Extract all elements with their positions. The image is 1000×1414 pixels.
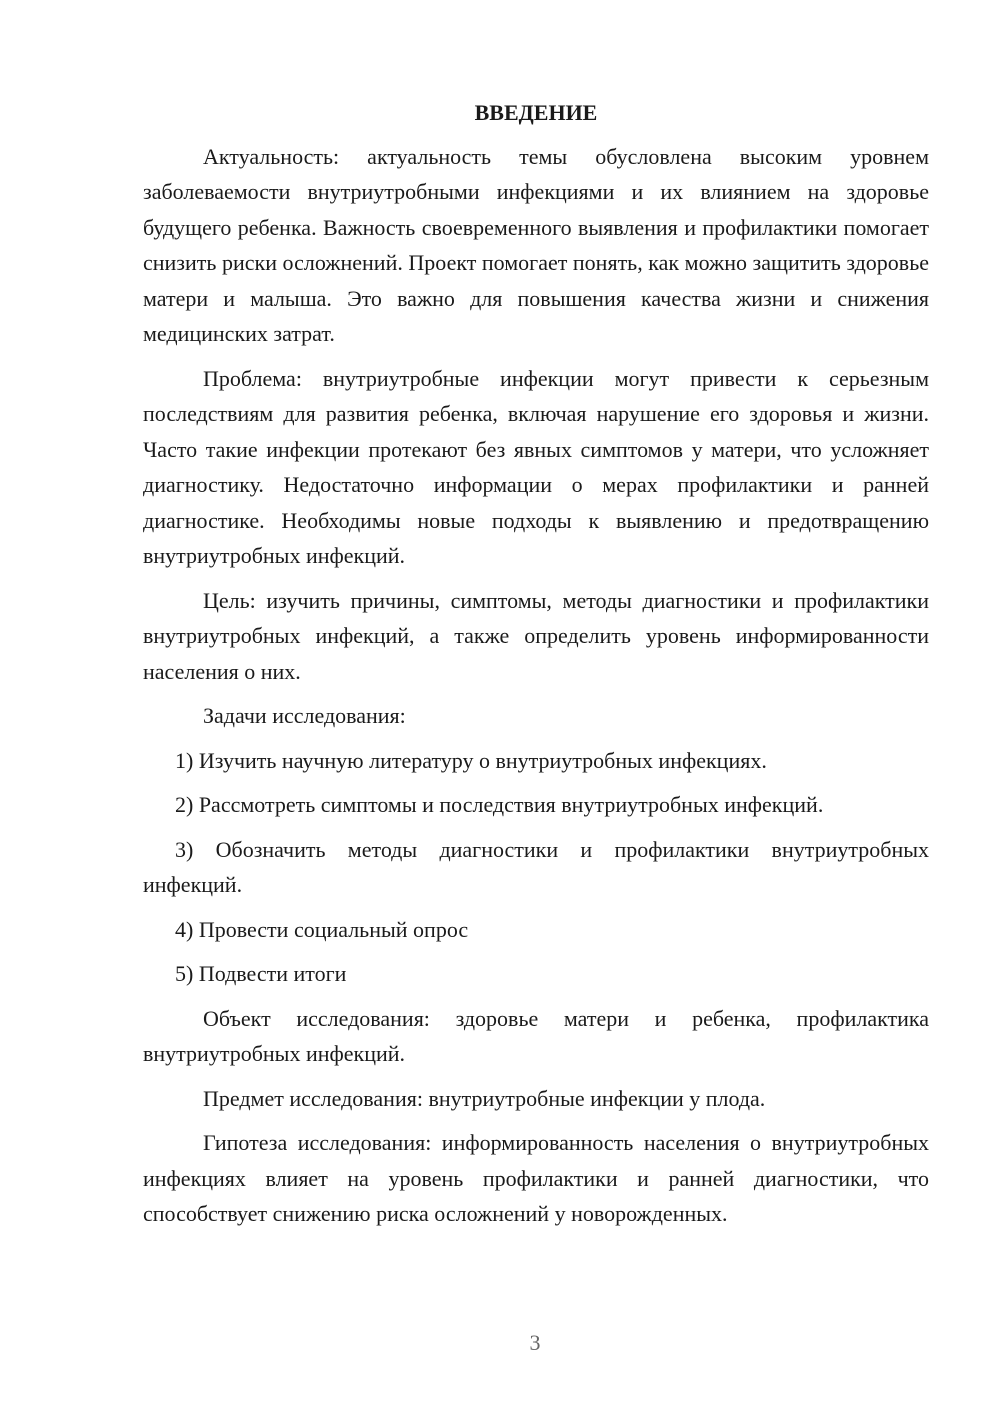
task-item: 4) Провести социальный опрос (175, 916, 469, 942)
hypothesis-paragraph: Гипотеза исследования: информированность населения о внутриутробных инфекциях влияет на уровень профилактики и ранней диагностики, что способствует снижению риска осложнений у новорожденных. (143, 1130, 929, 1226)
task-item: 3) Обозначить методы диагностики и профилактики внутриутробных инфекций. (143, 836, 929, 897)
task-item: 2) Рассмотреть симптомы и последствия внутриутробных инфекций. (175, 792, 824, 817)
task-item: 1) Изучить научную литературу о внутриутробных инфекциях. (175, 747, 767, 773)
object-paragraph: Объект исследования: здоровье матери и ребенка, профилактика внутриутробных инфекций. (143, 1005, 929, 1066)
task-item: 5) Подвести итоги (175, 961, 347, 986)
page-number: 3 (529, 1330, 541, 1355)
tasks-heading: Задачи исследования: (203, 703, 406, 728)
page-content (143, 95, 929, 1241)
goal-paragraph: Цель: изучить причины, симптомы, методы диагностики и профилактики внутриутробных инфекций, а также определить уровень информированности населения о них. (143, 587, 929, 684)
relevance-paragraph: Актуальность: актуальность темы обусловлена высоким уровнем заболеваемости внутриутробными инфекциями и их влиянием на здоровье будущего ребенка. Важность своевременного выявления и профилактики помогает снизить риски осложнений. Проект помогает понять, как можно защитить здоровье матери и малыша. Это важно для повышения качества жизни и снижения медицинских затрат. (143, 143, 929, 346)
subject-paragraph: Предмет исследования: внутриутробные инфекции у плода. (203, 1085, 766, 1111)
page-title: ВВЕДЕНИЕ (474, 100, 598, 125)
problem-paragraph: Проблема: внутриутробные инфекции могут привести к серьезным последствиям для развития ребенка, включая нарушение его здоровья и жизни. Часто такие инфекции протекают без явных симптомов у матери, что усложняет диагностику. Недостаточно информации о мерах профилактики и ранней диагностике. Необходимы новые подходы к выявлению и предотвращению внутриутробных инфекций. (143, 365, 929, 568)
